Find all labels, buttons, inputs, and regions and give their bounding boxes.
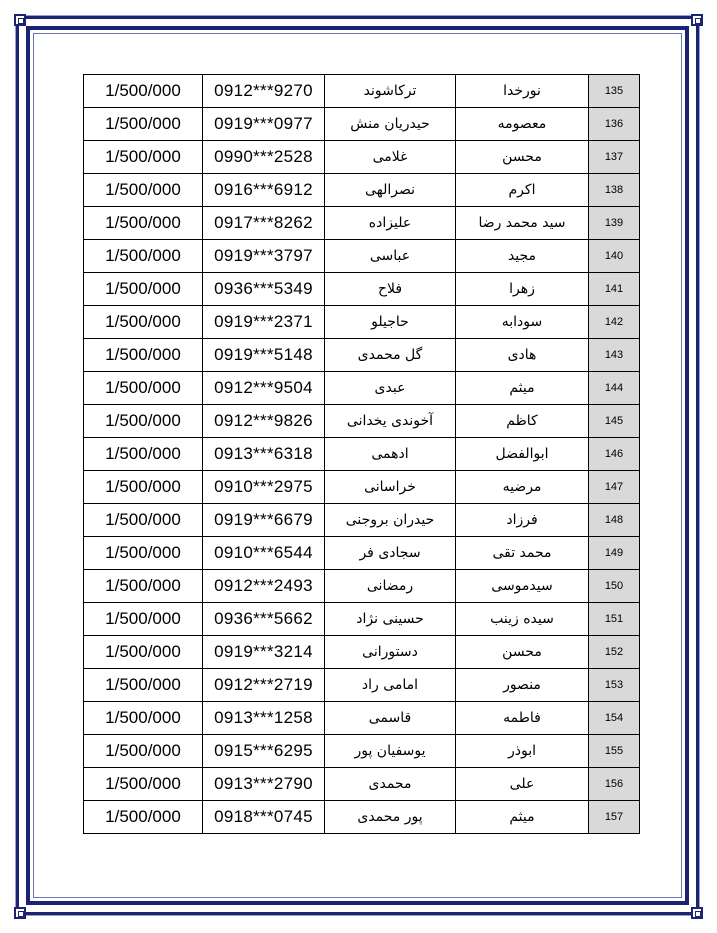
amount-cell: 1/500/000 xyxy=(84,240,203,273)
row-number-cell: 139 xyxy=(589,207,640,240)
phone-cell: 0910***6544 xyxy=(203,537,325,570)
table-row xyxy=(84,438,640,471)
amount-cell: 1/500/000 xyxy=(84,537,203,570)
first-name-cell: سودابه xyxy=(456,306,589,339)
row-number-cell: 141 xyxy=(589,273,640,306)
phone-cell: 0936***5662 xyxy=(203,603,325,636)
amount-cell: 1/500/000 xyxy=(84,405,203,438)
corner-ornament-bottom-right xyxy=(691,907,703,919)
last-name-cell: دستورانی xyxy=(325,636,456,669)
phone-cell: 0913***1258 xyxy=(203,702,325,735)
last-name-cell: ترکاشوند xyxy=(325,75,456,108)
table-row xyxy=(84,141,640,174)
table-row xyxy=(84,702,640,735)
table-row xyxy=(84,273,640,306)
phone-cell: 0912***9270 xyxy=(203,75,325,108)
last-name-cell: نصرالهی xyxy=(325,174,456,207)
amount-cell: 1/500/000 xyxy=(84,372,203,405)
table-row xyxy=(84,108,640,141)
table-row xyxy=(84,240,640,273)
amount-cell: 1/500/000 xyxy=(84,306,203,339)
row-number-cell: 145 xyxy=(589,405,640,438)
amount-cell: 1/500/000 xyxy=(84,273,203,306)
row-number-cell: 138 xyxy=(589,174,640,207)
last-name-cell: عباسی xyxy=(325,240,456,273)
table-row xyxy=(84,207,640,240)
last-name-cell: ادهمی xyxy=(325,438,456,471)
corner-ornament-bottom-left xyxy=(14,907,26,919)
amount-cell: 1/500/000 xyxy=(84,174,203,207)
last-name-cell: پور محمدی xyxy=(325,801,456,834)
row-number-cell: 149 xyxy=(589,537,640,570)
first-name-cell: فرزاد xyxy=(456,504,589,537)
first-name-cell: مرضیه xyxy=(456,471,589,504)
row-number-cell: 156 xyxy=(589,768,640,801)
row-number-cell: 144 xyxy=(589,372,640,405)
phone-cell: 0919***6679 xyxy=(203,504,325,537)
amount-cell: 1/500/000 xyxy=(84,207,203,240)
row-number-cell: 151 xyxy=(589,603,640,636)
row-number-cell: 155 xyxy=(589,735,640,768)
row-number-cell: 153 xyxy=(589,669,640,702)
table-row xyxy=(84,174,640,207)
table-row xyxy=(84,306,640,339)
row-number-cell: 146 xyxy=(589,438,640,471)
phone-cell: 0936***5349 xyxy=(203,273,325,306)
phone-cell: 0919***3797 xyxy=(203,240,325,273)
table-row xyxy=(84,537,640,570)
first-name-cell: فاطمه xyxy=(456,702,589,735)
last-name-cell: قاسمی xyxy=(325,702,456,735)
first-name-cell: زهرا xyxy=(456,273,589,306)
phone-cell: 0917***8262 xyxy=(203,207,325,240)
table-row xyxy=(84,75,640,108)
table-row xyxy=(84,669,640,702)
table-row xyxy=(84,405,640,438)
row-number-cell: 137 xyxy=(589,141,640,174)
last-name-cell: خراسانی xyxy=(325,471,456,504)
amount-cell: 1/500/000 xyxy=(84,141,203,174)
last-name-cell: گل محمدی xyxy=(325,339,456,372)
last-name-cell: حاجیلو xyxy=(325,306,456,339)
amount-cell: 1/500/000 xyxy=(84,636,203,669)
first-name-cell: منصور xyxy=(456,669,589,702)
table-row xyxy=(84,603,640,636)
first-name-cell: ابوذر xyxy=(456,735,589,768)
last-name-cell: رمضانی xyxy=(325,570,456,603)
first-name-cell: سیدموسی xyxy=(456,570,589,603)
phone-cell: 0912***9504 xyxy=(203,372,325,405)
row-number-cell: 152 xyxy=(589,636,640,669)
row-number-cell: 157 xyxy=(589,801,640,834)
corner-ornament-top-right xyxy=(691,14,703,26)
amount-cell: 1/500/000 xyxy=(84,438,203,471)
phone-cell: 0910***2975 xyxy=(203,471,325,504)
phone-cell: 0990***2528 xyxy=(203,141,325,174)
last-name-cell: سجادی فر xyxy=(325,537,456,570)
table-row xyxy=(84,636,640,669)
first-name-cell: محسن xyxy=(456,141,589,174)
phone-cell: 0915***6295 xyxy=(203,735,325,768)
row-number-cell: 135 xyxy=(589,75,640,108)
amount-cell: 1/500/000 xyxy=(84,339,203,372)
row-number-cell: 147 xyxy=(589,471,640,504)
phone-cell: 0912***9826 xyxy=(203,405,325,438)
last-name-cell: محمدی xyxy=(325,768,456,801)
phone-cell: 0919***3214 xyxy=(203,636,325,669)
amount-cell: 1/500/000 xyxy=(84,768,203,801)
phone-cell: 0912***2493 xyxy=(203,570,325,603)
last-name-cell: حیدران بروجنی xyxy=(325,504,456,537)
last-name-cell: آخوندی یخدانی xyxy=(325,405,456,438)
first-name-cell: سیده زینب xyxy=(456,603,589,636)
amount-cell: 1/500/000 xyxy=(84,702,203,735)
first-name-cell: سید محمد رضا xyxy=(456,207,589,240)
table-row xyxy=(84,504,640,537)
first-name-cell: هادی xyxy=(456,339,589,372)
row-number-cell: 154 xyxy=(589,702,640,735)
roster-table xyxy=(83,74,640,834)
roster-table-body xyxy=(84,75,640,834)
row-number-cell: 150 xyxy=(589,570,640,603)
first-name-cell: کاظم xyxy=(456,405,589,438)
phone-cell: 0919***2371 xyxy=(203,306,325,339)
last-name-cell: حیدریان منش xyxy=(325,108,456,141)
last-name-cell: غلامی xyxy=(325,141,456,174)
amount-cell: 1/500/000 xyxy=(84,570,203,603)
table-row xyxy=(84,801,640,834)
first-name-cell: محمد تقی xyxy=(456,537,589,570)
amount-cell: 1/500/000 xyxy=(84,801,203,834)
row-number-cell: 142 xyxy=(589,306,640,339)
row-number-cell: 148 xyxy=(589,504,640,537)
phone-cell: 0918***0745 xyxy=(203,801,325,834)
first-name-cell: معصومه xyxy=(456,108,589,141)
first-name-cell: مجید xyxy=(456,240,589,273)
last-name-cell: حسینی نژاد xyxy=(325,603,456,636)
phone-cell: 0912***2719 xyxy=(203,669,325,702)
row-number-cell: 136 xyxy=(589,108,640,141)
table-row xyxy=(84,339,640,372)
row-number-cell: 143 xyxy=(589,339,640,372)
first-name-cell: میثم xyxy=(456,372,589,405)
first-name-cell: میثم xyxy=(456,801,589,834)
last-name-cell: عبدی xyxy=(325,372,456,405)
table-row xyxy=(84,768,640,801)
row-number-cell: 140 xyxy=(589,240,640,273)
last-name-cell: فلاح xyxy=(325,273,456,306)
amount-cell: 1/500/000 xyxy=(84,75,203,108)
amount-cell: 1/500/000 xyxy=(84,669,203,702)
amount-cell: 1/500/000 xyxy=(84,504,203,537)
phone-cell: 0919***5148 xyxy=(203,339,325,372)
amount-cell: 1/500/000 xyxy=(84,735,203,768)
phone-cell: 0919***0977 xyxy=(203,108,325,141)
first-name-cell: ابوالفضل xyxy=(456,438,589,471)
last-name-cell: علیزاده xyxy=(325,207,456,240)
table-row xyxy=(84,471,640,504)
phone-cell: 0916***6912 xyxy=(203,174,325,207)
first-name-cell: نورخدا xyxy=(456,75,589,108)
phone-cell: 0913***2790 xyxy=(203,768,325,801)
table-row xyxy=(84,570,640,603)
amount-cell: 1/500/000 xyxy=(84,471,203,504)
corner-ornament-top-left xyxy=(14,14,26,26)
table-row xyxy=(84,735,640,768)
phone-cell: 0913***6318 xyxy=(203,438,325,471)
table-row xyxy=(84,372,640,405)
first-name-cell: محسن xyxy=(456,636,589,669)
first-name-cell: علی xyxy=(456,768,589,801)
amount-cell: 1/500/000 xyxy=(84,603,203,636)
amount-cell: 1/500/000 xyxy=(84,108,203,141)
last-name-cell: امامی راد xyxy=(325,669,456,702)
last-name-cell: یوسفیان پور xyxy=(325,735,456,768)
first-name-cell: اکرم xyxy=(456,174,589,207)
